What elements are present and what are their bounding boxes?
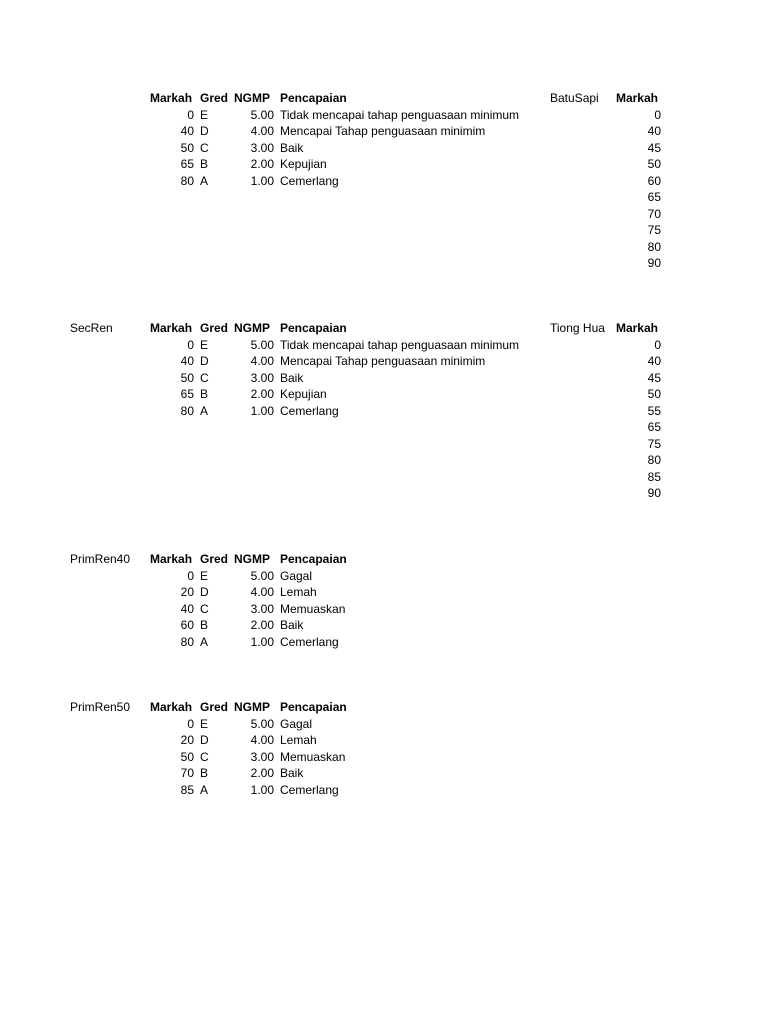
- cell-ngmp: 4.00: [250, 354, 274, 368]
- cell-pencapaian: Memuaskan: [280, 601, 346, 616]
- side-header-markah: Markah: [615, 91, 658, 105]
- header-gred: Gred: [200, 700, 229, 714]
- cell-gred: E: [200, 716, 209, 731]
- cell-pencapaian: Baik: [280, 766, 304, 780]
- cell-ngmp: 1.00: [250, 634, 274, 649]
- table-row: [0, 108, 768, 124]
- cell-gred: E: [200, 568, 209, 583]
- cell-gred: B: [200, 766, 209, 780]
- cell-markah: 0: [187, 716, 194, 731]
- cell-pencapaian: Kepujian: [280, 157, 327, 171]
- header-ngmp: NGMP: [234, 552, 270, 566]
- side-value: 40: [647, 124, 661, 138]
- side-value: 50: [647, 157, 661, 171]
- cell-markah: 85: [180, 782, 194, 797]
- header-pencapaian: Pencapaian: [280, 700, 347, 714]
- cell-gred: B: [200, 387, 209, 401]
- table-row: [0, 750, 768, 766]
- table-row: [0, 635, 768, 651]
- cell-markah: 0: [187, 337, 194, 352]
- cell-ngmp: 3.00: [250, 749, 274, 764]
- table-name: SecRen: [70, 321, 113, 335]
- table-row: [0, 733, 768, 749]
- cell-gred: D: [200, 733, 209, 747]
- side-header-markah: Markah: [615, 321, 658, 335]
- side-value: 45: [647, 140, 661, 155]
- cell-pencapaian: Kepujian: [280, 387, 327, 401]
- side-value: 65: [647, 190, 661, 204]
- cell-ngmp: 5.00: [250, 568, 274, 583]
- cell-gred: C: [200, 749, 209, 764]
- cell-pencapaian: Tidak mencapai tahap penguasaan minimum: [280, 337, 520, 352]
- cell-gred: E: [200, 337, 209, 352]
- side-value: 80: [647, 453, 661, 467]
- table-row: [0, 602, 768, 618]
- cell-ngmp: 4.00: [250, 585, 274, 599]
- cell-pencapaian: Lemah: [280, 733, 317, 747]
- side-value: 65: [647, 420, 661, 434]
- cell-pencapaian: Lemah: [280, 585, 317, 599]
- cell-markah: 0: [187, 568, 194, 583]
- cell-pencapaian: Baik: [280, 618, 304, 632]
- header-ngmp: NGMP: [234, 321, 270, 335]
- cell-markah: 20: [180, 733, 194, 747]
- table-row: [0, 585, 768, 601]
- side-value: 50: [647, 387, 661, 401]
- cell-ngmp: 1.00: [250, 173, 274, 188]
- table-name: PrimRen40: [70, 552, 131, 566]
- table-row: [0, 338, 768, 354]
- cell-gred: A: [200, 403, 209, 418]
- cell-markah: 40: [180, 601, 194, 616]
- cell-markah: 40: [180, 124, 194, 138]
- cell-markah: 65: [180, 157, 194, 171]
- cell-markah: 50: [180, 749, 194, 764]
- side-value: 90: [647, 486, 661, 500]
- header-ngmp: NGMP: [234, 91, 270, 105]
- header-markah: Markah: [150, 700, 193, 714]
- cell-ngmp: 2.00: [250, 387, 274, 401]
- grade-table-block: [0, 91, 768, 291]
- cell-markah: 60: [180, 618, 194, 632]
- cell-ngmp: 2.00: [250, 766, 274, 780]
- side-value: 75: [647, 223, 661, 237]
- side-value: 40: [647, 354, 661, 368]
- cell-gred: D: [200, 124, 209, 138]
- side-value: 80: [647, 239, 661, 254]
- table-header-row: [0, 552, 768, 568]
- header-markah: Markah: [150, 91, 193, 105]
- cell-gred: B: [200, 618, 209, 632]
- side-value: 45: [647, 370, 661, 385]
- side-value: 60: [647, 173, 661, 188]
- cell-ngmp: 3.00: [250, 370, 274, 385]
- cell-ngmp: 3.00: [250, 601, 274, 616]
- header-gred: Gred: [200, 552, 229, 566]
- header-pencapaian: Pencapaian: [280, 552, 347, 566]
- side-value: 0: [654, 107, 661, 122]
- header-markah: Markah: [150, 321, 193, 335]
- cell-pencapaian: Gagal: [280, 568, 313, 583]
- header-markah: Markah: [150, 552, 193, 566]
- cell-ngmp: 4.00: [250, 733, 274, 747]
- cell-ngmp: 2.00: [250, 157, 274, 171]
- cell-ngmp: 3.00: [250, 140, 274, 155]
- cell-ngmp: 4.00: [250, 124, 274, 138]
- cell-ngmp: 1.00: [250, 782, 274, 797]
- cell-markah: 50: [180, 370, 194, 385]
- cell-pencapaian: Mencapai Tahap penguasaan minimim: [280, 354, 486, 368]
- side-value: 0: [654, 337, 661, 352]
- header-pencapaian: Pencapaian: [280, 91, 347, 105]
- cell-pencapaian: Gagal: [280, 716, 313, 731]
- cell-pencapaian: Mencapai Tahap penguasaan minimim: [280, 124, 486, 138]
- cell-markah: 80: [180, 173, 194, 188]
- cell-gred: C: [200, 140, 209, 155]
- cell-ngmp: 5.00: [250, 337, 274, 352]
- header-gred: Gred: [200, 321, 229, 335]
- cell-markah: 65: [180, 387, 194, 401]
- side-value: 55: [647, 403, 661, 418]
- cell-markah: 80: [180, 403, 194, 418]
- cell-ngmp: 2.00: [250, 618, 274, 632]
- cell-ngmp: 5.00: [250, 107, 274, 122]
- cell-pencapaian: Baik: [280, 370, 304, 385]
- grade-table-block: [0, 321, 768, 521]
- cell-pencapaian: Tidak mencapai tahap penguasaan minimum: [280, 107, 520, 122]
- cell-gred: A: [200, 634, 209, 649]
- cell-pencapaian: Cemerlang: [280, 634, 339, 649]
- cell-gred: A: [200, 782, 209, 797]
- table-header-row: [0, 700, 768, 716]
- cell-gred: B: [200, 157, 209, 171]
- cell-ngmp: 1.00: [250, 403, 274, 418]
- table-row: [0, 766, 768, 782]
- header-gred: Gred: [200, 91, 229, 105]
- cell-pencapaian: Baik: [280, 140, 304, 155]
- table-row: [0, 717, 768, 733]
- cell-pencapaian: Cemerlang: [280, 782, 339, 797]
- table-row: [0, 618, 768, 634]
- cell-gred: D: [200, 354, 209, 368]
- side-value: 85: [647, 469, 661, 484]
- cell-markah: 70: [180, 766, 194, 780]
- side-value: 70: [647, 206, 661, 221]
- cell-gred: C: [200, 370, 209, 385]
- cell-pencapaian: Memuaskan: [280, 749, 346, 764]
- cell-markah: 40: [180, 354, 194, 368]
- cell-gred: D: [200, 585, 209, 599]
- cell-markah: 20: [180, 585, 194, 599]
- cell-markah: 0: [187, 107, 194, 122]
- cell-pencapaian: Cemerlang: [280, 173, 339, 188]
- cell-gred: C: [200, 601, 209, 616]
- side-value: 90: [647, 256, 661, 270]
- table-row: [0, 783, 768, 799]
- header-ngmp: NGMP: [234, 700, 270, 714]
- grade-table-block: [0, 700, 768, 900]
- cell-gred: E: [200, 107, 209, 122]
- cell-markah: 80: [180, 634, 194, 649]
- cell-markah: 50: [180, 140, 194, 155]
- cell-ngmp: 5.00: [250, 716, 274, 731]
- table-row: [0, 569, 768, 585]
- side-label: Tiong Hua: [550, 321, 605, 335]
- side-label: BatuSapi: [550, 91, 599, 105]
- cell-gred: A: [200, 173, 209, 188]
- side-value: 75: [647, 436, 661, 451]
- cell-pencapaian: Cemerlang: [280, 403, 339, 418]
- table-name: PrimRen50: [70, 700, 131, 714]
- header-pencapaian: Pencapaian: [280, 321, 347, 335]
